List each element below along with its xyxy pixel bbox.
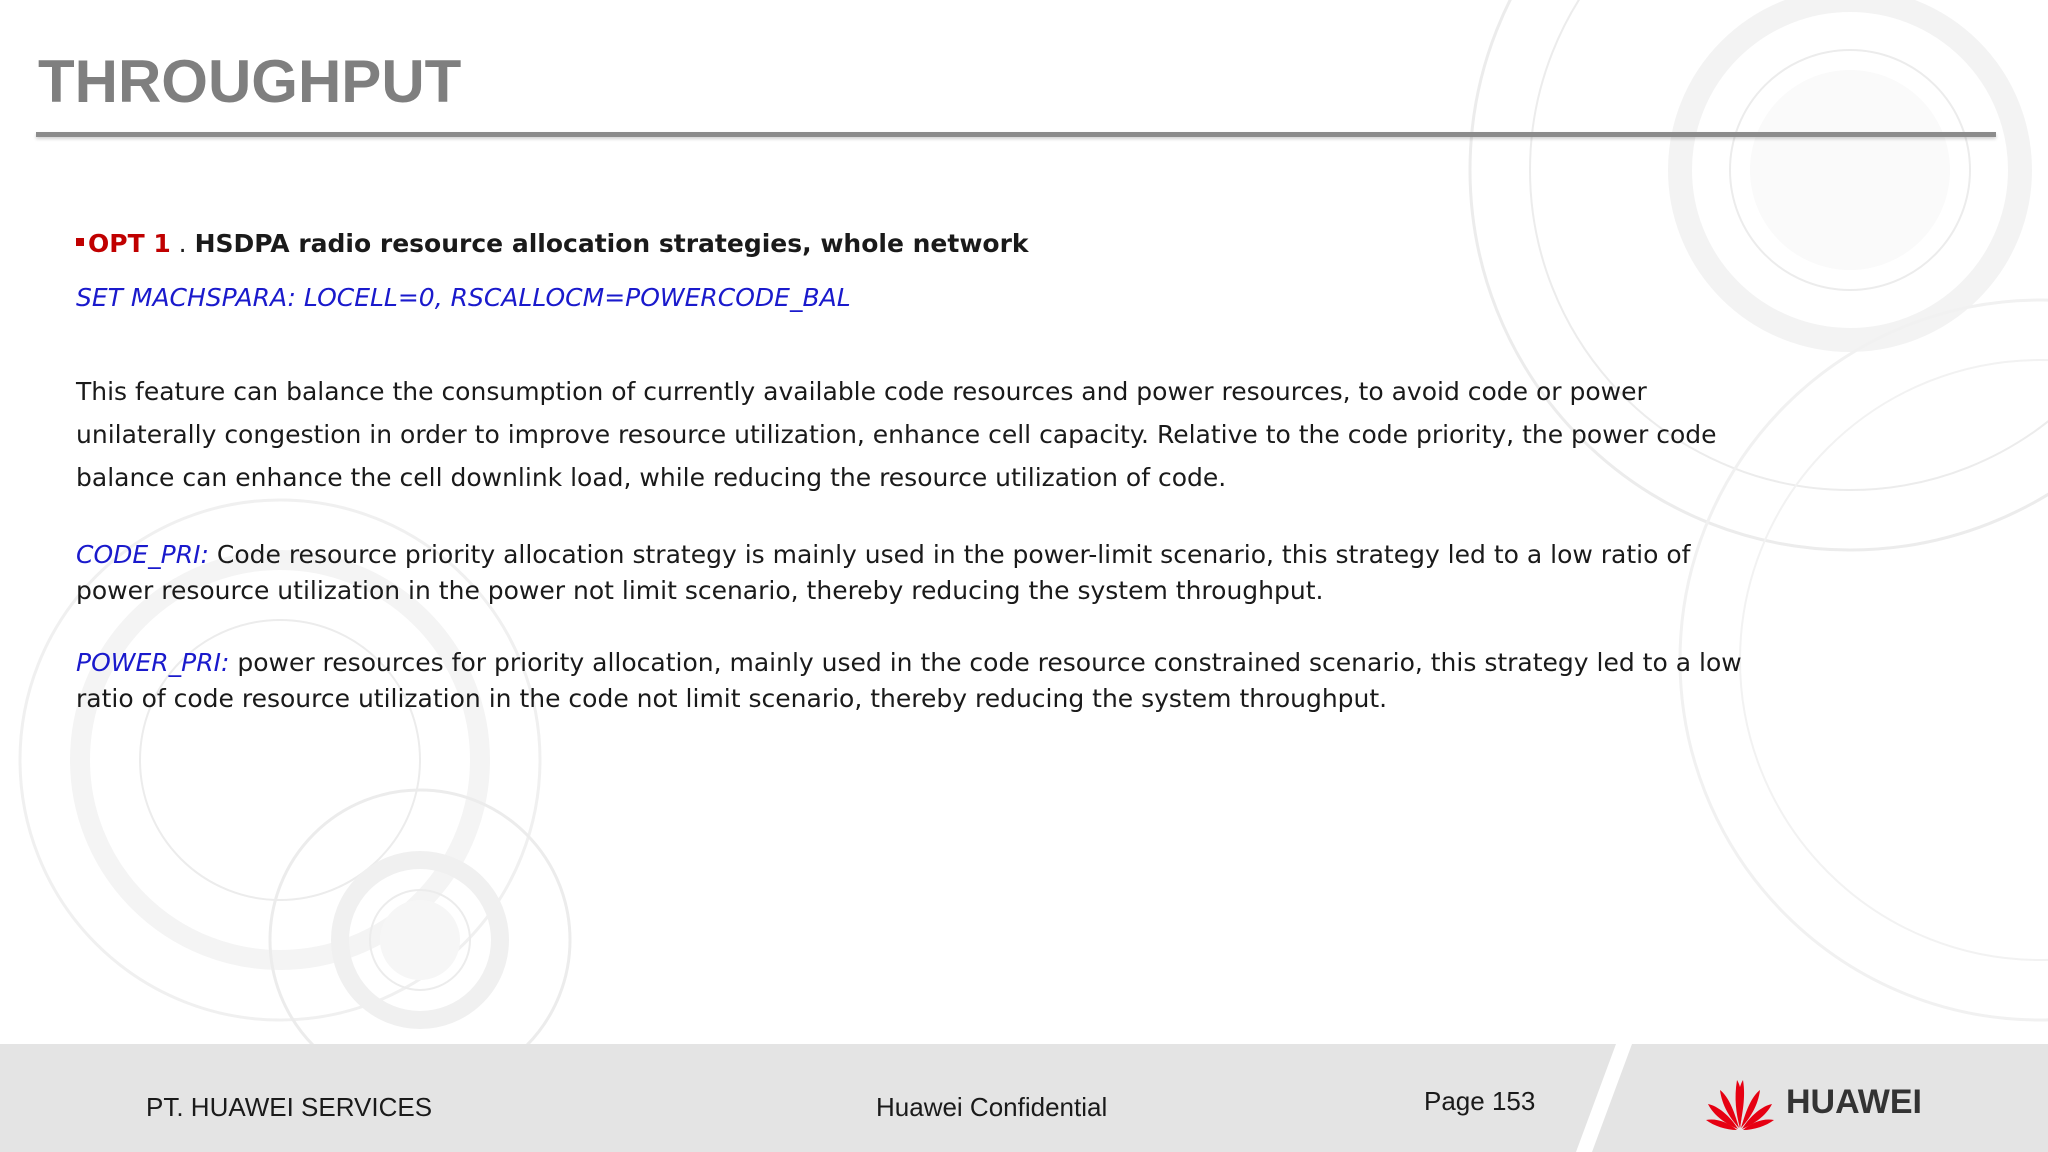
- bullet-square-icon: [76, 238, 84, 246]
- title-divider: [36, 132, 1996, 137]
- slide-title: THROUGHPUT: [38, 48, 462, 115]
- footer-confidential-label: Huawei Confidential: [876, 1092, 1108, 1122]
- strategy-power-pri: [76, 645, 1756, 717]
- strategy-text: Code resource priority allocation strategy is mainly used in the power-limit scenario, this strategy led to a low ratio of power resource utilization in the power not limit scenario, thereby reducing the system throughput.: [76, 540, 1691, 605]
- option-label: OPT 1: [88, 229, 171, 258]
- slide-footer: [0, 1044, 2048, 1152]
- option-heading-text: HSDPA radio resource allocation strategies, whole network: [194, 229, 1029, 258]
- strategy-term: CODE_PRI:: [76, 540, 209, 569]
- strategy-term: POWER_PRI:: [76, 648, 230, 677]
- feature-description: This feature can balance the consumption of currently available code resources and power resources, to avoid code or power unilaterally congestion in order to improve resource utilization, enhance cell capacity. Relative to the code priority, the power code balance can enhance the cell downlink load, while reducing the resource utilization of code.: [76, 377, 1717, 492]
- strategy-code-pri: [76, 537, 1756, 609]
- option-separator: .: [170, 229, 195, 258]
- strategy-text: power resources for priority allocation, mainly used in the code resource constrained scenario, this strategy led to a low ratio of code resource utilization in the code not limit scenario, thereby reducing the system throughput.: [76, 648, 1742, 713]
- footer-company: PT. HUAWEI SERVICES: [146, 1092, 433, 1122]
- page-number: Page 153: [1424, 1086, 1536, 1116]
- option-heading: [76, 224, 1756, 264]
- huawei-logo-text: HUAWEI: [1786, 1082, 1922, 1121]
- huawei-flower-icon: [1704, 1074, 1776, 1130]
- footer-divider-stripe: [1560, 1044, 1680, 1152]
- mml-command: SET MACHSPARA: LOCELL=0, RSCALLOCM=POWERCODE_BAL: [76, 283, 851, 312]
- slide-content: [76, 224, 1756, 717]
- huawei-logo: [1704, 1072, 1922, 1132]
